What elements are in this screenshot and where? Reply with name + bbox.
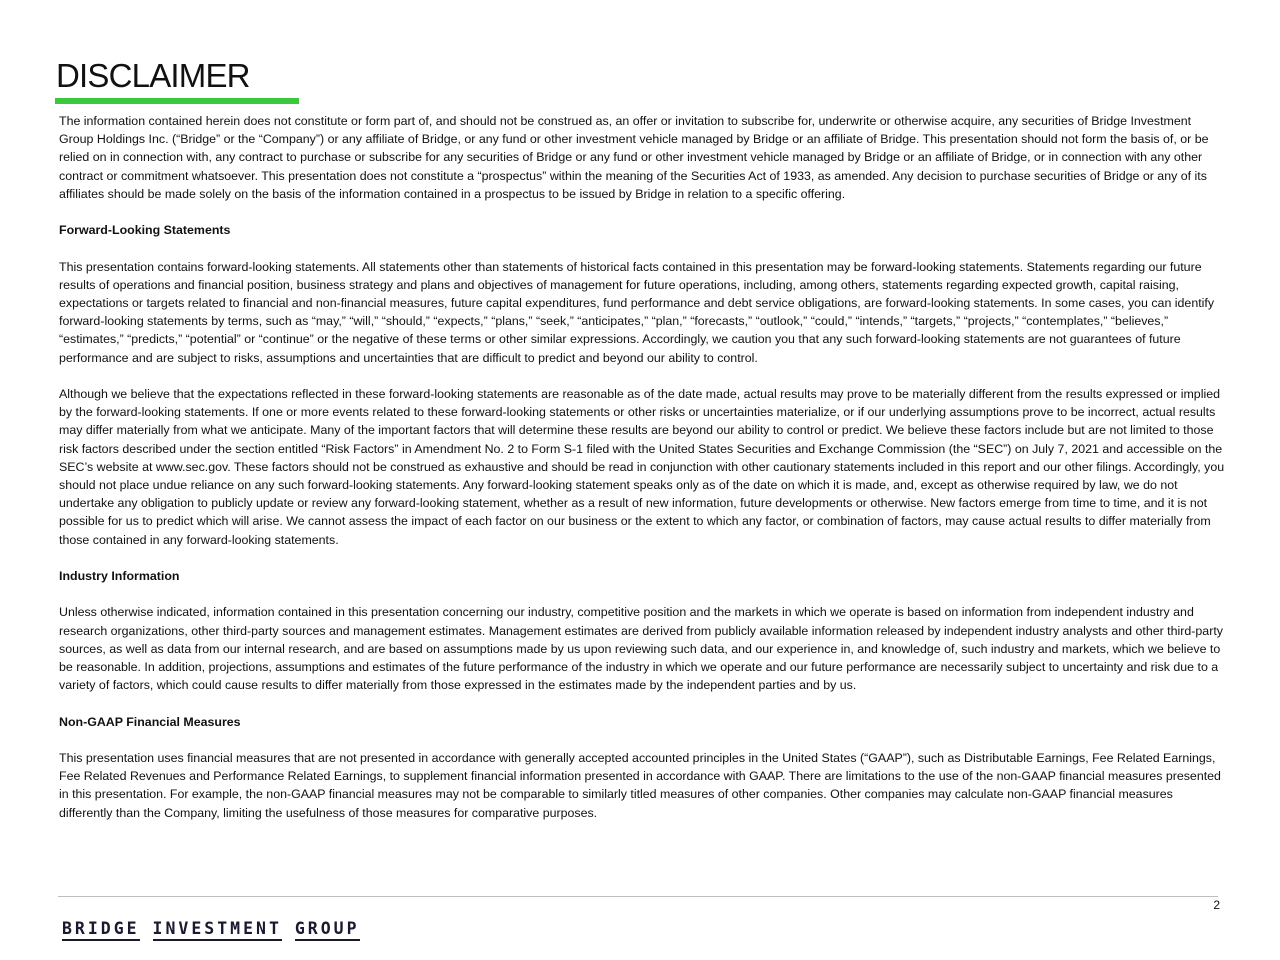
- forward-looking-paragraph-1: This presentation contains forward-looking statements. All statements other than statements of historical facts contained in this presentation may be forward-looking statements. Statements regarding our future results of operations and financial position, business strategy and plans and objectives of management for future operations, including, among others, statements regarding expected growth, capital raising, expectations or targets related to financial and non-financial measures, future capital expenditures, fund performance and debt service obligations, are forward-looking statements. In some cases, you can identify forward-looking statements by terms, such as “may,” “will,” “should,” “expects,” “plans,” “seek,” “anticipates,” “plan,” “forecasts,” “outlook,” “could,” “intends,” “targets,” “projects,” “contemplates,” “believes,” “estimates,” “predicts,” “potential” or “continue” or the negative of these terms or other similar expressions. Accordingly, we caution you that any such forward-looking statements are not guarantees of future performance and are subject to risks, assumptions and uncertainties that are difficult to predict and beyond our ability to control.: [59, 259, 1215, 365]
- title-underline: [55, 98, 299, 104]
- disclaimer-body: [59, 112, 1227, 822]
- company-logo: [62, 919, 360, 938]
- logo-word-investment: INVESTMENT: [153, 919, 282, 941]
- non-gaap-heading: Non-GAAP Financial Measures: [59, 714, 241, 729]
- forward-looking-paragraph-2: Although we believe that the expectations reflected in these forward-looking statements are reasonable as of the date made, actual results may prove to be materially different from the results expressed or implied by the forward-looking statements. If one or more events related to these forward-looking statements or other risks or uncertainties materialize, or if our underlying assumptions prove to be incorrect, actual results may differ materially from what we anticipate. Many of the important factors that will determine these results are beyond our ability to control or predict. We believe these factors include but are not limited to those risk factors described under the section entitled “Risk Factors” in Amendment No. 2 to Form S-1 filed with the United States Securities and Exchange Commission (the “SEC”) on July 7, 2021 and accessible on the SEC’s website at www.sec.gov. These factors should not be construed as exhaustive and should be read in conjunction with other cautionary statements included in this report and our other filings. Accordingly, you should not place undue reliance on any such forward-looking statements. Any forward-looking statement speaks only as of the date on which it is made, and, except as otherwise required by law, we do not undertake any obligation to publicly update or review any forward-looking statement, whether as a result of new information, future developments or otherwise. New factors emerge from time to time, and it is not possible for us to predict which will arise. We cannot assess the impact of each factor on our business or the extent to which any factor, or combination of factors, may cause actual results to differ materially from those contained in any forward-looking statements.: [59, 387, 1225, 547]
- intro-paragraph: The information contained herein does not constitute or form part of, and should not be construed as, an offer or invitation to subscribe for, underwrite or otherwise acquire, any securities of Bridge Investment Group Holdings Inc. (“Bridge” or the “Company”) or any affiliate of Bridge, or any fund or other investment vehicle managed by Bridge or an affiliate of Bridge. This presentation should not form the basis of, or be relied on in connection with, any contract to purchase or subscribe for any securities of Bridge or any fund or other investment vehicle managed by Bridge or an affiliate of Bridge, or in connection with any other contract or commitment whatsoever. This presentation does not constitute a “prospectus” within the meaning of the Securities Act of 1933, as amended. Any decision to purchase securities of Bridge or any of its affiliates should be made solely on the basis of the information contained in a prospectus to be issued by Bridge in relation to a specific offering.: [59, 114, 1209, 201]
- spacer: [59, 549, 1227, 567]
- footer-divider: [58, 896, 1218, 897]
- industry-paragraph: Unless otherwise indicated, information contained in this presentation concerning our industry, competitive position and the markets in which we operate is based on information from independent industry and research organizations, other third-party sources and management estimates. Management estimates are derived from publicly available information released by independent industry analysts and other third-party sources, as well as data from our internal research, and are based on assumptions made by us upon reviewing such data, and our experience in, and knowledge of, such industry and markets, which we believe to be reasonable. In addition, projections, assumptions and estimates of the future performance of the industry in which we operate and our future performance are necessarily subject to uncertainty and risk due to a variety of factors, which could cause results to differ materially from those expressed in the estimates made by the independent parties and by us.: [59, 605, 1223, 693]
- page-title: DISCLAIMER: [56, 57, 250, 94]
- logo-word-bridge: BRIDGE: [62, 919, 140, 941]
- spacer: [59, 694, 1227, 712]
- spacer: [59, 203, 1227, 221]
- spacer: [59, 585, 1227, 603]
- logo-word-group: GROUP: [295, 919, 360, 941]
- spacer: [59, 367, 1227, 385]
- forward-looking-heading: Forward-Looking Statements: [59, 223, 231, 238]
- page-number: 2: [1213, 898, 1220, 912]
- industry-heading: Industry Information: [59, 569, 180, 584]
- spacer: [59, 731, 1227, 749]
- non-gaap-paragraph: This presentation uses financial measures that are not presented in accordance with generally accepted accounted principles in the United States (“GAAP”), such as Distributable Earnings, Fee Related Earnings, Fee Related Revenues and Performance Related Earnings, to supplement financial information presented in accordance with GAAP. There are limitations to the use of the non-GAAP financial measures presented in this presentation. For example, the non-GAAP financial measures may not be comparable to similarly titled measures of other companies. Other companies may calculate non-GAAP financial measures differently than the Company, limiting the usefulness of those measures for comparative purposes.: [59, 751, 1221, 820]
- spacer: [59, 239, 1227, 257]
